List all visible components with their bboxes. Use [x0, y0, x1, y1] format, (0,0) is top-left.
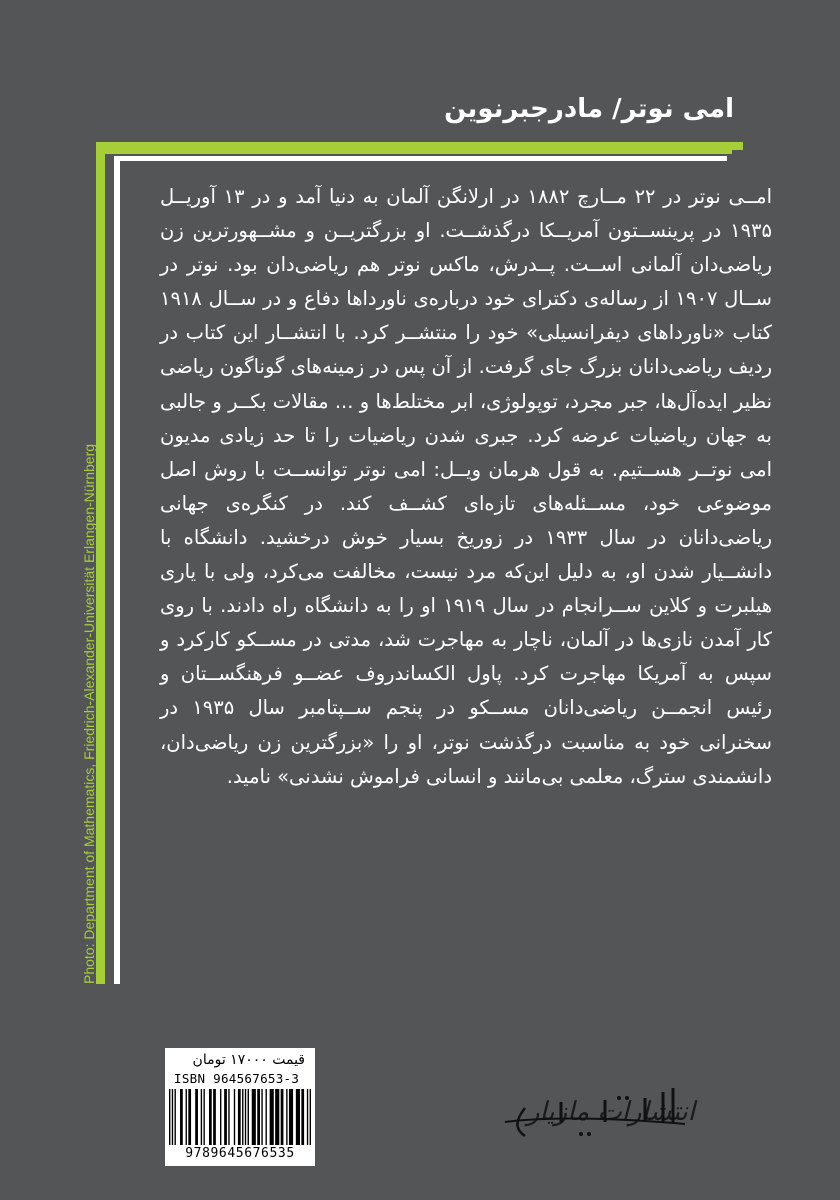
- barcode: [169, 1089, 311, 1145]
- barcode-bar: [252, 1089, 256, 1145]
- barcode-bar: [175, 1089, 176, 1145]
- barcode-bar: [286, 1089, 287, 1145]
- publisher-logo-text: انتشارات مازیار: [526, 1097, 695, 1127]
- white-frame-left-line: [114, 156, 120, 984]
- barcode-bar: [234, 1089, 235, 1145]
- barcode-bar: [203, 1089, 204, 1145]
- barcode-digits: 9789645676535: [185, 1146, 295, 1161]
- barcode-bar: [238, 1089, 241, 1145]
- barcode-bar: [224, 1089, 227, 1145]
- barcode-bar: [257, 1089, 260, 1145]
- price-label: قیمت ۱۷۰۰۰ تومان: [192, 1052, 305, 1068]
- green-frame-left-line: [96, 142, 105, 984]
- barcode-bar: [201, 1089, 202, 1145]
- barcode-bar: [270, 1089, 274, 1145]
- barcode-bar: [186, 1089, 187, 1145]
- barcode-bar: [261, 1089, 262, 1145]
- barcode-bar: [296, 1089, 300, 1145]
- book-title: امی نوتر/ مادرجبرنوین: [444, 94, 734, 124]
- barcode-bar: [188, 1089, 191, 1145]
- barcode-bar: [180, 1089, 183, 1145]
- barcode-bar: [220, 1089, 221, 1145]
- green-frame-top-line: [96, 142, 743, 150]
- barcode-bar: [289, 1089, 293, 1145]
- barcode-bar: [275, 1089, 279, 1145]
- barcode-bar: [172, 1089, 173, 1145]
- barcode-bar: [213, 1089, 216, 1145]
- photo-credit: Photo: Department of Mathematics, Friedrich-Alexander-Universität Erlangen-Nürnberg: [81, 443, 97, 984]
- barcode-bar: [242, 1089, 243, 1145]
- barcode-bar: [169, 1089, 170, 1145]
- biography-text: امــی نوتر در ۲۲ مــارچ ۱۸۸۲ در ارلانگن آلمان به دنیا آمد و در ۱۳ آوریــل ۱۹۳۵ در پرینســتون آمریــکا درگذشــت. او بزرگتریــن و مشــهورترین زن ریاضی‌دان آلمانی اســت. پــدرش، ماکس نوتر هم ریاضی‌دان بود. نوتر در ســال ۱۹۰۷ از رساله‌ی دکترای خود درباره‌ی ناورداها دفاع و در ســال ۱۹۱۸ کتاب «ناورداهای دیفرانسیلی» خود را منتشــر کرد. با انتشــار این کتاب در ردیف ریاضی‌دانان بزرگ جای گرفت. از آن پس در زمینه‌های گوناگون ریاضی نظیر ایده‌آل‌ها، جبر مجرد، توپولوژی، ابر مختلط‌ها و ... مقالات بکــر و جالبی به جهان ریاضیات عرضه کرد. جبری شدن ریاضیات را تا حد زیادی مدیون امی نوتــر هســتیم. به قول هرمان ویــل: امی نوتر توانســت با روش اصل موضوعی خود، مســئله‌های تازه‌ای کشــف کند. در کنگره‌ی جهانی ریاضی‌دانان در سال ۱۹۳۳ در زوریخ بسیار خوش درخشید. دانشگاه با دانشــیار شدن او، به دلیل این‌که مرد نیست، مخالفت می‌کرد، ولی با یاری هیلبرت و کلاین ســرانجام در سال ۱۹۱۹ او را به دانشگاه راه دادند. با روی کار آمدن نازی‌ها در آلمان، ناچار به مهاجرت شد، مدتی در مســکو کارکرد و سپس به آمریکا مهاجرت کرد. پاول الکساندروف عضــو فرهنگســتان و رئیس انجمــن ریاضی‌دانان مســکو در پنجم ســپتامبر سال ۱۹۳۵ در سخنرانی خود به مناسبت درگذشت نوتر، او را «بزرگترین زن ریاضی‌دان، دانشمندی سترگ، معلمی بی‌مانند و انسانی فراموش نشدنی» نامید.: [160, 185, 773, 788]
- barcode-bar: [266, 1089, 267, 1145]
- barcode-bar: [228, 1089, 229, 1145]
- price-barcode-box: [165, 1048, 315, 1166]
- barcode-bar: [301, 1089, 304, 1145]
- isbn-label: ISBN 964567653-3: [174, 1071, 300, 1086]
- white-frame-top-line: [114, 156, 727, 161]
- barcode-bar: [209, 1089, 212, 1145]
- barcode-bar: [310, 1089, 311, 1145]
- green-frame-top-step: [96, 150, 732, 154]
- barcode-bar: [195, 1089, 198, 1145]
- barcode-bar: [307, 1089, 308, 1145]
- publisher-logo: [495, 1078, 705, 1148]
- barcode-bar: [248, 1089, 249, 1145]
- barcode-bar: [281, 1089, 284, 1145]
- barcode-bar: [245, 1089, 246, 1145]
